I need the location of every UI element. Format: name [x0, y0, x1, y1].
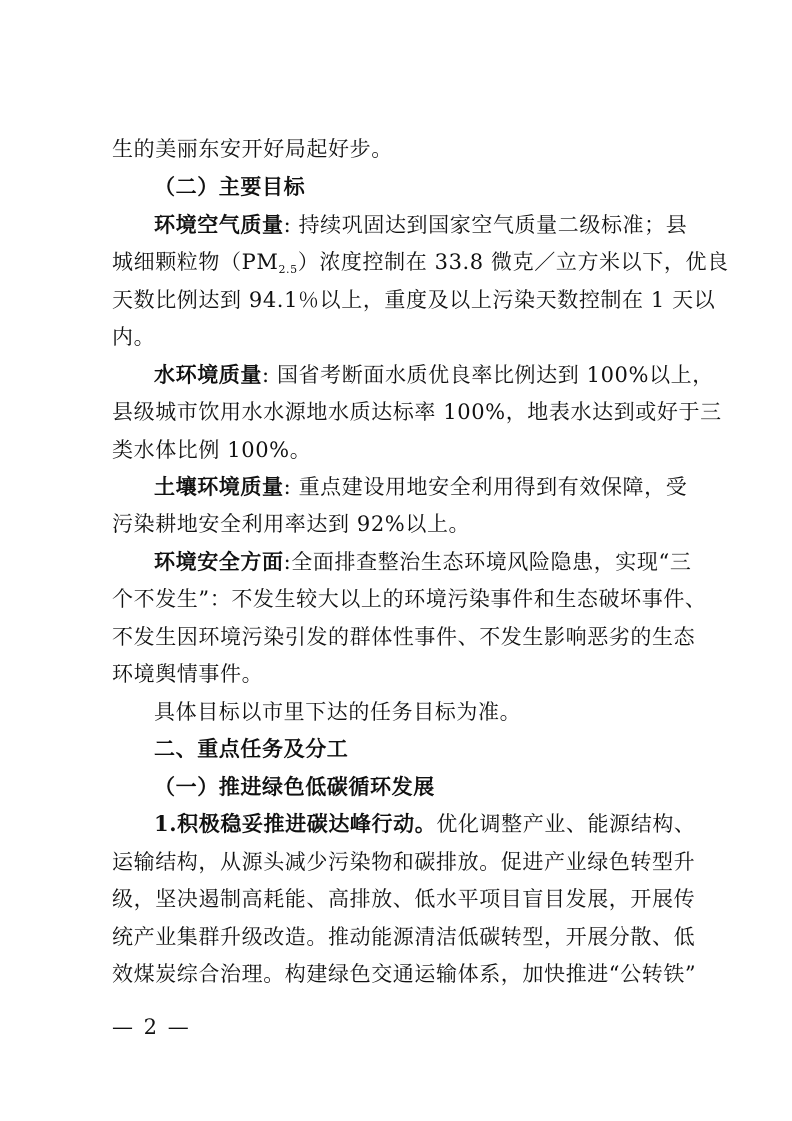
text-span: 城细颗粒物（PM: [112, 250, 279, 274]
task-1-line-3: [112, 884, 696, 914]
page-number: — 2 —: [112, 1015, 191, 1039]
text-span: 国省考断面水质优良率比例达到 100%以上，: [276, 363, 714, 387]
safety-label: 环境安全方面: [154, 549, 284, 574]
soil-quality-line-1: [154, 472, 687, 502]
section-heading-goals: [154, 172, 687, 202]
targets-paragraph: [154, 697, 687, 727]
text-span: 全面排查整治生态环境风险隐患，实现“三: [291, 550, 692, 574]
task-1-line-4: [112, 922, 696, 952]
subsection-heading-green: [154, 772, 687, 802]
section-heading-tasks: [154, 734, 687, 764]
text-span: 级，坚决遏制高耗能、高排放、低水平项目盲目发展，开展传: [112, 887, 696, 911]
text-span: 环境舆情事件。: [112, 662, 264, 686]
heading-text: 二、重点任务及分工: [154, 736, 349, 761]
label-separator: :: [283, 550, 292, 574]
safety-line-1: [154, 547, 692, 577]
text-span: 运输结构，从源头减少污染物和碳排放。促进产业绿色转型升: [112, 850, 696, 874]
text-span: 优化调整产业、能源结构、: [436, 812, 696, 836]
air-quality-line-2: [112, 247, 729, 277]
text-span: 个不发生”：不发生较大以上的环境污染事件和生态破坏事件、: [112, 587, 707, 611]
text-span: 重点建设用地安全利用得到有效保障，受: [298, 475, 688, 499]
heading-text: （二）主要目标: [154, 174, 306, 199]
text-span: 统产业集群升级改造。推动能源清洁低碳转型，开展分散、低: [112, 925, 696, 949]
text-span: 县级城市饮用水水源地水质达标率 100%，地表水达到或好于三: [112, 400, 722, 424]
label-separator: :: [262, 363, 277, 387]
water-quality-line-1: [154, 360, 714, 390]
air-quality-line-3: [112, 285, 716, 315]
task-1-line-2: [112, 847, 696, 877]
safety-line-3: [112, 622, 696, 652]
text-span: 不发生因环境污染引发的群体性事件、不发生影响恶劣的生态: [112, 625, 696, 649]
text-span: 具体目标以市里下达的任务目标为准。: [154, 700, 522, 724]
task-1-label: 1.积极稳妥推进碳达峰行动。: [154, 811, 437, 836]
air-quality-line-4: [112, 322, 687, 352]
water-quality-line-3: [112, 435, 687, 465]
text-span: 天数比例达到 94.1％以上，重度及以上污染天数控制在 1 天以: [112, 288, 716, 312]
text-span: ）浓度控制在 33.8 微克／立方米以下，优良: [297, 250, 729, 274]
text-span: 效煤炭综合治理。构建绿色交通运输体系，加快推进“公转铁”: [112, 962, 697, 986]
task-1-line-5: [112, 959, 697, 989]
pm-subscript: 2.5: [278, 263, 298, 276]
water-quality-label: 水环境质量: [154, 362, 262, 387]
water-quality-line-2: [112, 397, 722, 427]
safety-line-2: [112, 584, 707, 614]
soil-quality-line-2: [112, 509, 687, 539]
label-separator: :: [283, 475, 299, 499]
text-span: 持续巩固达到国家空气质量二级标准；县: [298, 213, 688, 237]
paragraph-line: [112, 134, 687, 164]
label-separator: :: [283, 213, 299, 237]
text-span: 污染耕地安全利用率达到 92%以上。: [112, 512, 471, 536]
air-quality-label: 环境空气质量: [154, 212, 284, 237]
air-quality-line-1: [154, 210, 687, 240]
text-span: 生的美丽东安开好局起好步。: [112, 137, 393, 161]
safety-line-4: [112, 659, 687, 689]
heading-text: （一）推进绿色低碳循环发展: [154, 774, 435, 799]
text-span: 类水体比例 100%。: [112, 438, 312, 462]
soil-quality-label: 土壤环境质量: [154, 474, 284, 499]
text-span: 内。: [112, 325, 156, 349]
task-1-line-1: [154, 809, 696, 839]
